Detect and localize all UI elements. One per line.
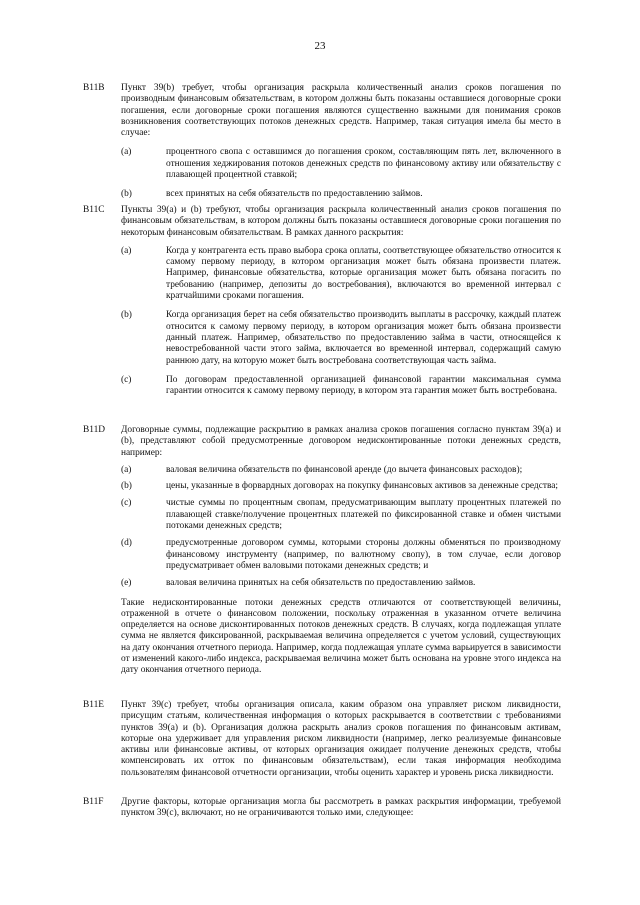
item-label: (c) (121, 498, 132, 509)
item-label: (b) (121, 481, 132, 492)
paragraph-b11b (83, 83, 561, 201)
paragraph-label: B11F (83, 797, 104, 807)
item-label: (a) (121, 147, 132, 158)
list-item (121, 189, 561, 200)
paragraph-label: B11C (83, 205, 105, 215)
list-item (121, 498, 561, 532)
list-item (121, 310, 561, 366)
item-label: (b) (121, 310, 132, 321)
item-label: (a) (121, 464, 132, 475)
item-label: (c) (121, 374, 132, 385)
item-text: Когда у контрагента есть право выбора срока оплаты, соответствующее обязательство относится к самому первому периоду, в котором организация может быть обязана произвести платеж. Например, финансовые обязательства, которые организация может быть обязана погасить по требованию (например, депозиты до востребования), включаются во временной интервал с кратчайшими сроками погашения. (166, 245, 561, 302)
paragraph-text: Пункт 39(b) требует, чтобы организация раскрыла количественный анализ сроков погашения по производным финансовым обязательствам, в котором должны быть показаны оставшиеся договорные сроки погашения, если договорные сроки погашения являются существенно важными для понимания сроков возникновения соответствующих потоков денежных средств. Например, такая ситуация имела бы место в случае: (121, 83, 561, 139)
paragraph-b11f (83, 797, 561, 820)
list-item (121, 538, 561, 572)
item-text: процентного свопа с оставшимся до погашения сроком, составляющим пять лет, включенного в отношения хеджирования потоков денежных средств по финансовому активу или обязательству с плавающей процентной ставкой; (166, 147, 561, 181)
paragraph-label: B11B (83, 83, 105, 93)
item-label: (d) (121, 538, 132, 549)
list-item (121, 578, 561, 589)
item-text: предусмотренные договором суммы, которыми стороны должны обменяться по производному финансовому инструменту (например, по валютному свопу), в том случае, если договор предусматривает обмен валовыми потоками денежных средств; и (166, 538, 561, 571)
paragraph-text: Пункты 39(a) и (b) требуют, чтобы организация раскрыла количественный анализ сроков погашения по финансовым обязательствам, в котором должны быть показаны оставшиеся договорные сроки погашения по некоторым финансовым обязательствам. В рамках данного раскрытия: (121, 205, 561, 238)
list-item (121, 465, 561, 476)
paragraph-continuation: Такие недисконтированные потоки денежных средств отличаются от соответствующей величины, отраженной в отчете о финансовом положении, поскольку отраженная в указанном отчете величина определяется на основе дисконтированных потоков денежных средств. В случаях, когда подлежащая уплате сумма не является фиксированной, раскрываемая величина определяется с учетом условий, существующих на дату окончания отчетного периода. Например, когда подлежащая уплате сумма варьируется в зависимости от изменений какого-либо индекса, раскрываемая величина может быть основана на уровне этого индекса на дату окончания отчетного периода. (121, 597, 561, 676)
paragraph-b11e (83, 700, 561, 779)
paragraph-label: B11E (83, 700, 105, 710)
item-label: (e) (121, 578, 132, 589)
list-item (121, 246, 561, 302)
item-text: чистые суммы по процентным свопам, предусматривающим выплату процентных платежей по плавающей ставке/получение процентных платежей по фиксированной ставке и обмен чистыми потоками денежных средств; (166, 498, 561, 532)
paragraph-label: B11D (83, 425, 106, 435)
paragraph-text: Договорные суммы, подлежащие раскрытию в рамках анализа сроков погашения согласно пунктам 39(a) и (b), представляют собой предусмотренные договором недисконтированные потоки денежных средств, например: (121, 425, 561, 458)
list-item (121, 147, 561, 181)
page-number: 23 (314, 40, 326, 52)
item-text: всех принятых на себя обязательств по предоставлению займов. (166, 189, 423, 200)
paragraph-b11d (83, 425, 561, 677)
paragraph-text: Пункт 39(c) требует, чтобы организация описала, каким образом она управляет риском ликвидности, присущим статьям, количественная информация о которых раскрывается в соответствии с требованиями пунктов 39(a) и (b). Организация должна раскрыть анализ сроков погашения по финансовым активам, которые она удерживает для управления риском ликвидности (например, легко реализуемые финансовые активы или финансовые активы, от которых организация ожидает получение денежных средств, чтобы компенсировать их отток по финансовым обязательствам), если такая информация необходима пользователям финансовой отчетности организации, чтобы оценить характер и уровень риска ликвидности. (121, 700, 561, 778)
paragraph-text: Другие факторы, которые организация могла бы рассмотреть в рамках раскрытия информации, требуемой пунктом 39(c), включают, но не ограничиваются только ими, следующее: (121, 797, 561, 819)
item-text: валовая величина принятых на себя обязательств по предоставлению займов. (166, 578, 476, 589)
item-text: Когда организация берет на себя обязательство производить выплаты в рассрочку, каждый платеж относится к самому первому периоду, в котором организация может быть обязана произвести данный платеж. Например, обязательство по предоставлению займа в части, относящейся к невостребованной части этого займа, включается во временной интервал, содержащий самую раннюю дату, на которую может быть востребована соответствующая часть займа. (166, 310, 561, 366)
paragraph-b11c (83, 205, 561, 397)
item-label: (a) (121, 245, 132, 256)
list-item (121, 481, 561, 492)
item-label: (b) (121, 189, 132, 200)
list-item (121, 375, 561, 398)
item-text: цены, указанные в форвардных договорах на покупку финансовых активов за денежные средства; (166, 481, 559, 492)
item-text: По договорам предоставленной организацией финансовой гарантии максимальная сумма гарантии относится к самому первому периоду, в котором эта гарантия может быть востребована. (166, 374, 561, 397)
item-text: валовая величина обязательств по финансовой аренде (до вычета финансовых расходов); (166, 464, 523, 475)
